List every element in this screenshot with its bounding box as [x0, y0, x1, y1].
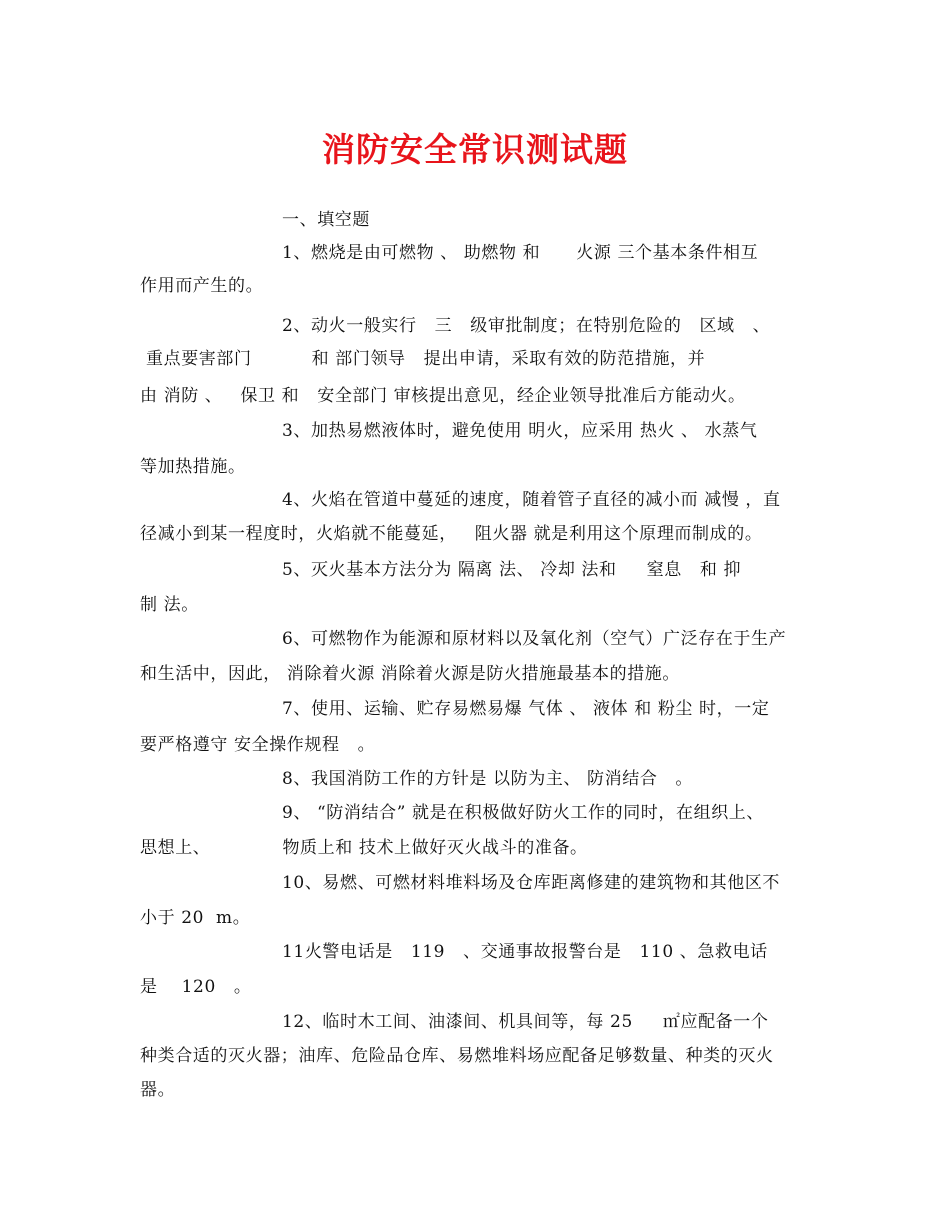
question-line: 12、临时木工间、油漆间、机具间等，每 25 ㎡应配备一个 — [282, 1012, 769, 1032]
question-line: 种类合适的灭火器；油库、危险品仓库、易燃堆料场应配备足够数量、种类的灭火 — [140, 1046, 774, 1066]
question-line: 2、动火一般实行 三 级审批制度；在特别危险的 区域 、 — [282, 316, 771, 336]
question-line: 小于 20 m。 — [140, 908, 251, 928]
question-line: 径减小到某一程度时，火焰就不能蔓延， 阻火器 就是利用这个原理而制成的。 — [140, 524, 763, 544]
question-line: 1、燃烧是由可燃物 、 助燃物 和 火源 三个基本条件相互 — [282, 243, 759, 263]
question-line: 要严格遵守 安全操作规程 。 — [140, 735, 376, 755]
question-line: 6、可燃物作为能源和原材料以及氧化剂（空气）广泛存在于生产 — [282, 629, 787, 649]
question-line: 5、灭火基本方法分为 隔离 法、 冷却 法和 窒息 和 抑 — [282, 560, 742, 580]
question-line: 4、火焰在管道中蔓延的速度，随着管子直径的减小而 减慢 ，直 — [282, 490, 781, 510]
question-line: 10、易燃、可燃材料堆料场及仓库距离修建的建筑物和其他区不 — [282, 873, 781, 893]
question-line: 器。 — [140, 1080, 176, 1100]
question-line: 等加热措施。 — [140, 457, 246, 477]
section-heading: 一、填空题 — [282, 210, 370, 230]
question-line: 思想上、 物质上和 技术上做好灭火战斗的准备。 — [140, 838, 588, 858]
question-line: 重点要害部门 和 部门领导 提出申请，采取有效的防范措施，并 — [140, 349, 706, 369]
question-line: 是 120 。 — [140, 977, 252, 997]
question-line: 7、使用、运输、贮存易燃易爆 气体 、 液体 和 粉尘 时，一定 — [282, 699, 770, 719]
question-line: 9、 “防消结合” 就是在积极做好防火工作的同时，在组织上、 — [282, 803, 765, 823]
question-line: 8、我国消防工作的方针是 以防为主、 防消结合 。 — [282, 769, 694, 789]
question-line: 和生活中，因此， 消除着火源 消除着火源是防火措施最基本的措施。 — [140, 664, 681, 684]
question-line: 作用而产生的。 — [140, 276, 264, 296]
page-title: 消防安全常识测试题 — [322, 130, 628, 169]
question-line: 制 法。 — [140, 595, 199, 615]
question-line: 3、加热易燃液体时，避免使用 明火，应采用 热火 、 水蒸气 — [282, 421, 758, 441]
question-line: 11火警电话是 119 、交通事故报警台是 110 、急救电话 — [282, 942, 768, 962]
question-line: 由 消防 、 保卫 和 安全部门 审核提出意见，经企业领导批准后方能动火。 — [140, 386, 746, 406]
